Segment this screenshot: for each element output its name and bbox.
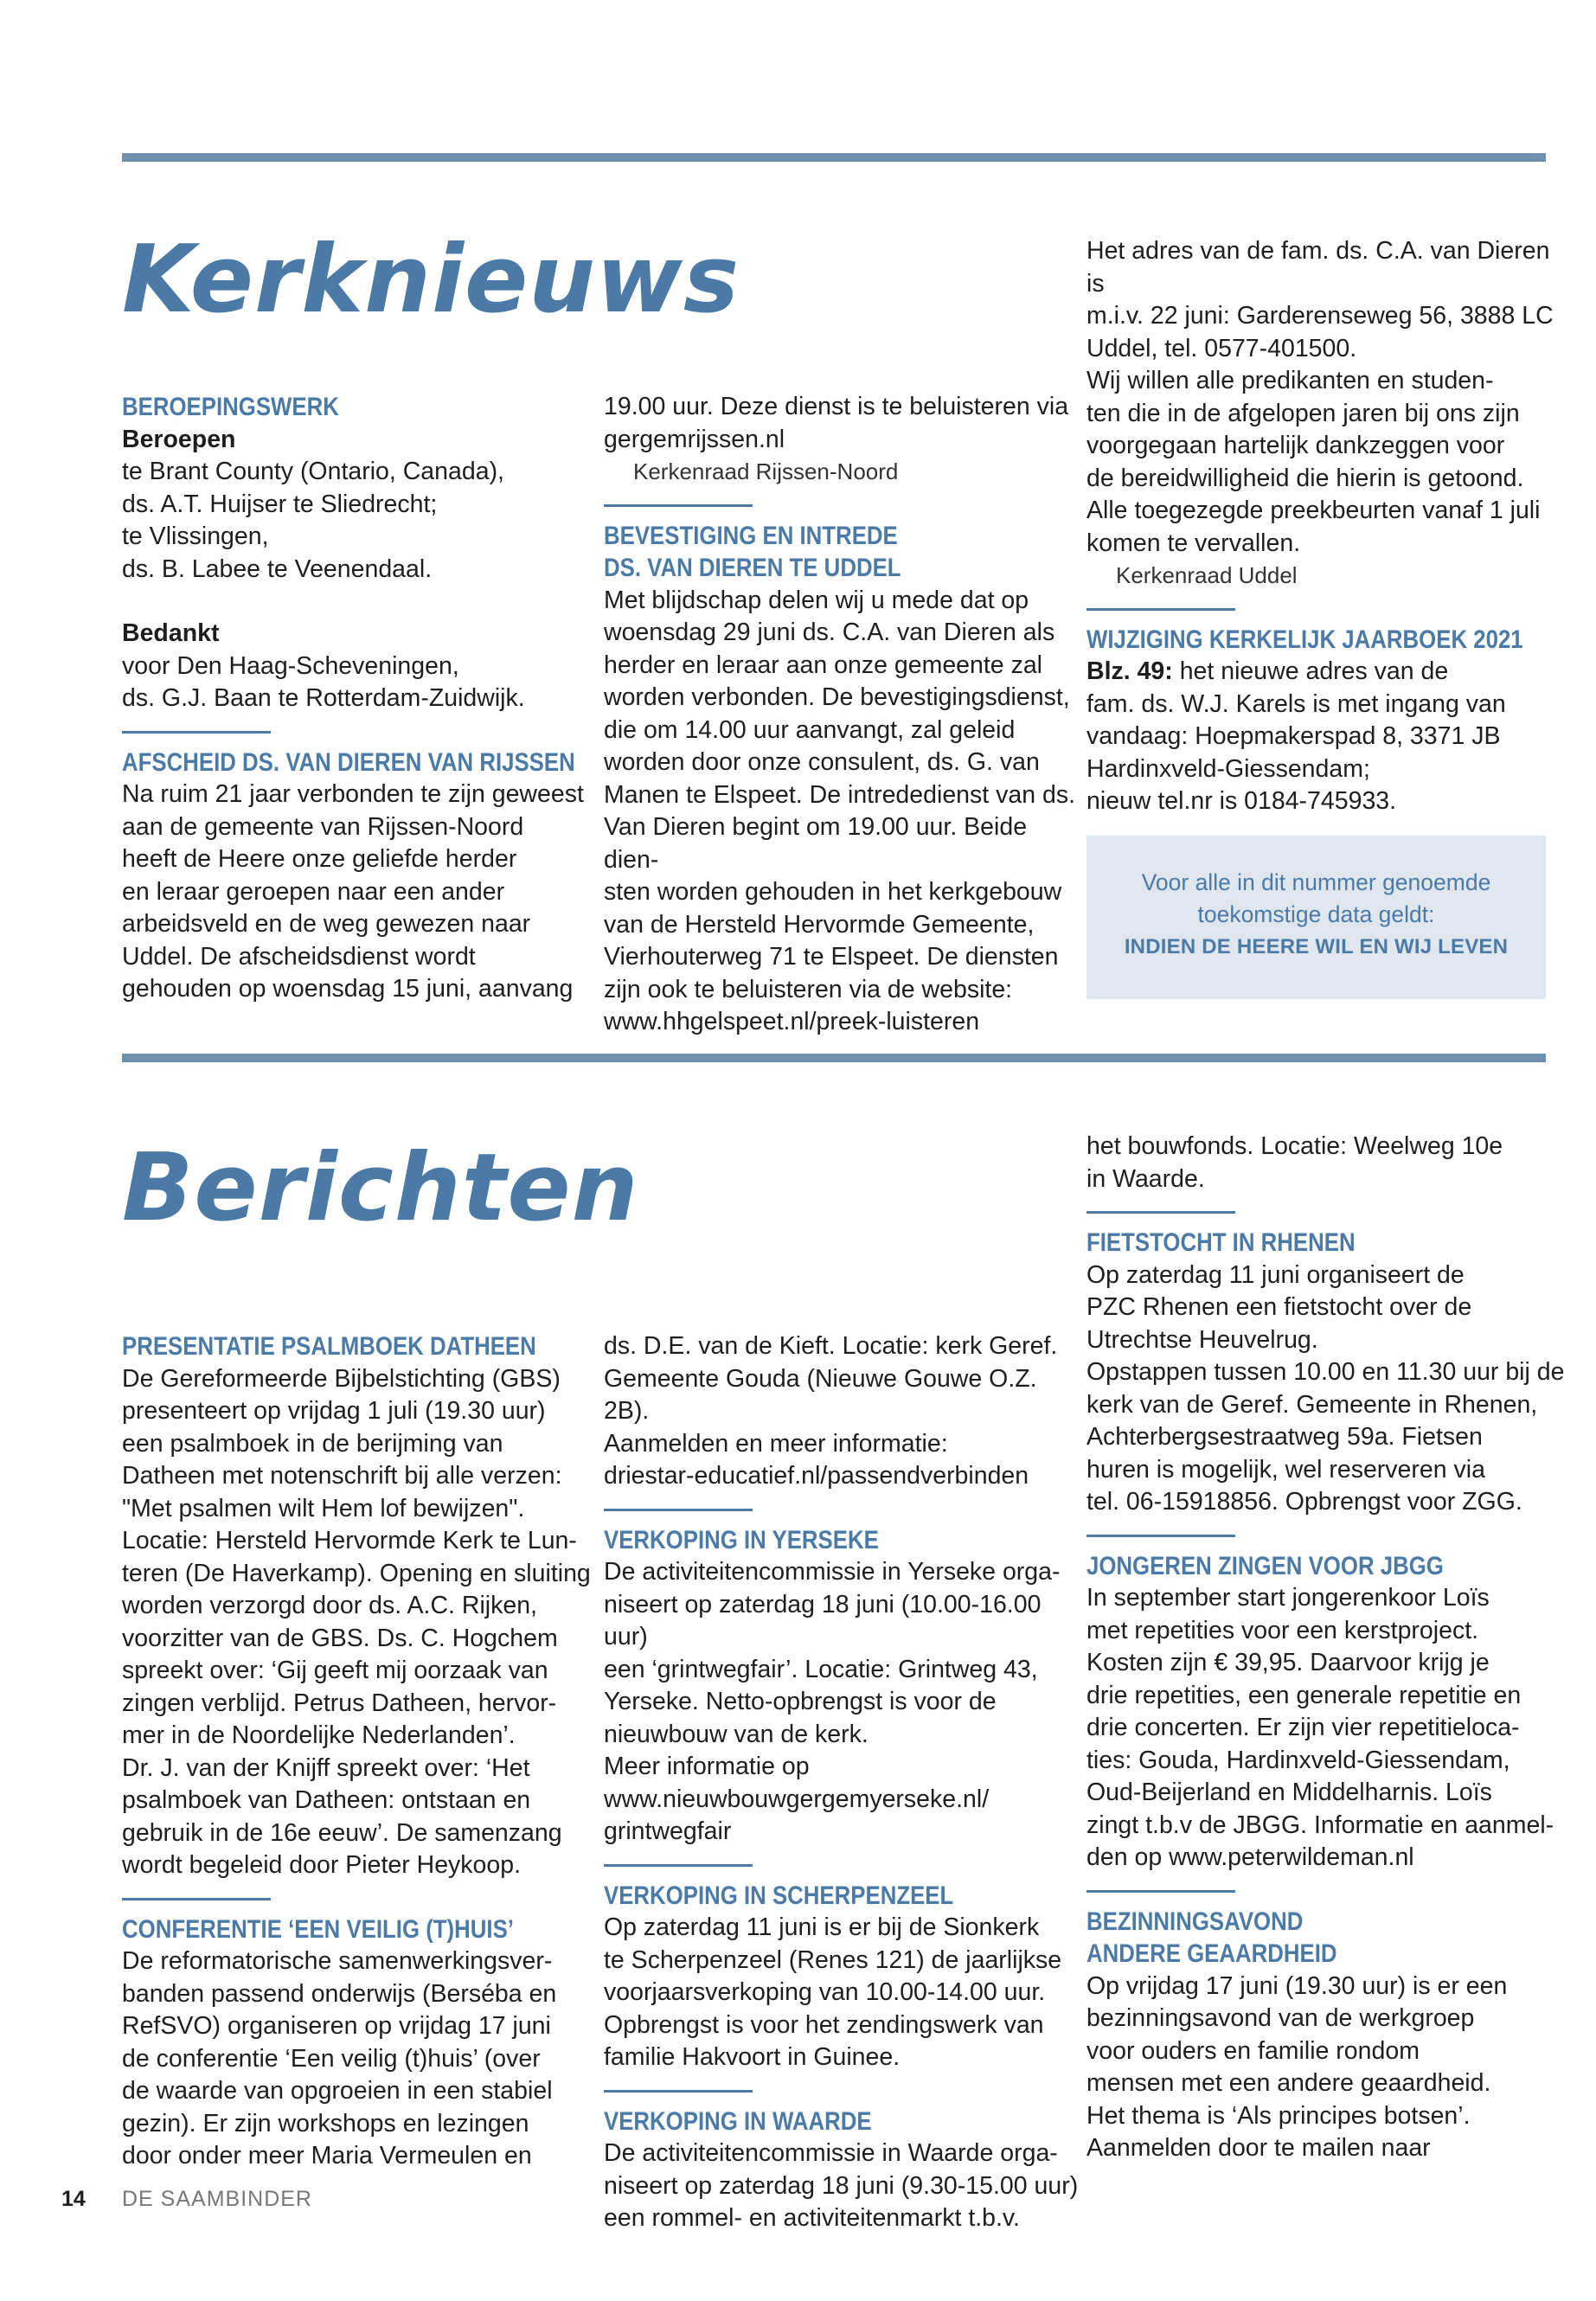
- afscheid-line: Uddel. De afscheidsdienst wordt: [122, 942, 476, 971]
- afscheid-line: aan de gemeente van Rijssen-Noord: [122, 812, 524, 841]
- psalmboek-line: een psalmboek in de berijming van: [122, 1429, 503, 1458]
- jongeren-line: drie repetities, een generale repetitie en: [1086, 1681, 1522, 1709]
- afscheid-line: heeft de Heere onze geliefde herder: [122, 845, 517, 873]
- bevestiging-line: Van Dieren begint om 19.00 uur. Beide dien-: [604, 813, 1028, 874]
- beroepen-line: te Brant County (Ontario, Canada),: [122, 458, 504, 485]
- kerknieuws-column-2: [604, 391, 1088, 1039]
- psalmboek-line: mer in de Noordelijke Nederlanden’.: [122, 1721, 516, 1749]
- conferentie-line: ds. D.E. van de Kieft. Locatie: kerk Geref.: [604, 1332, 1058, 1360]
- conferentie-heading: CONFERENTIE ‘EEN VEILIG (T)HUIS’: [122, 1914, 514, 1944]
- psalmboek-line: spreekt over: ‘Gij geeft mij oorzaak van: [122, 1657, 548, 1684]
- conferentie-line: banden passend onderwijs (Berséba en: [122, 1979, 557, 2008]
- conferentie-line: door onder meer Maria Vermeulen en: [122, 2142, 532, 2170]
- section-separator: [122, 1898, 271, 1900]
- waarde-line: in Waarde.: [1086, 1164, 1205, 1193]
- bevestiging-line: komen te vervallen.: [1086, 529, 1301, 557]
- section-separator: [604, 504, 753, 507]
- bevestiging-line: Het adres van de fam. ds. C.A. van Dieren is: [1086, 237, 1550, 298]
- bevestiging-line: die om 14.00 uur aanvangt, zal geleid: [604, 715, 1016, 744]
- kerknieuws-title: Kerknieuws: [122, 226, 740, 334]
- afscheid-line: arbeidsveld en de weg gewezen naar: [122, 910, 531, 938]
- fietstocht-line: PZC Rhenen een fietstocht over de: [1086, 1293, 1472, 1321]
- jongeren-line: drie concerten. Er zijn vier repetitieloca-: [1086, 1714, 1520, 1741]
- bevestiging-line: zijn ook te beluisteren via de website:: [604, 975, 1013, 1003]
- bevestiging-line: worden door onze consulent, ds. G. van: [604, 748, 1040, 776]
- waarde-line: niseert op zaterdag 18 juni (9.30-15.00 uur): [604, 2171, 1079, 2200]
- waarde-line: een rommel- en activiteitenmarkt t.b.v.: [604, 2204, 1020, 2232]
- jaarboek-line: [1086, 656, 1571, 689]
- jongeren-line: Kosten zijn € 39,95. Daarvoor krijg je: [1086, 1649, 1490, 1676]
- psalmboek-line: zingen verblijd. Petrus Datheen, hervor-: [122, 1689, 557, 1717]
- section-separator: [1086, 1535, 1235, 1537]
- kerknieuws-column-1: [122, 391, 606, 1006]
- berichten-column-1: [122, 1330, 606, 2173]
- scherpenzeel-line: te Scherpenzeel (Renes 121) de jaarlijkse: [604, 1945, 1062, 1974]
- jaarboek-line: fam. ds. W.J. Karels is met ingang van: [1086, 689, 1506, 718]
- jaarboek-line: Hardinxveld-Giessendam;: [1086, 754, 1370, 783]
- conferentie-line: gezin). Er zijn workshops en lezingen: [122, 2109, 529, 2138]
- waarde-line: het bouwfonds. Locatie: Weelweg 10e: [1086, 1132, 1503, 1160]
- section-separator: [604, 1864, 753, 1867]
- afscheid-line: 19.00 uur. Deze dienst is te beluisteren via: [604, 393, 1069, 420]
- bezinning-line: Aanmelden door te mailen naar: [1086, 2134, 1431, 2162]
- bedankt-line: ds. G.J. Baan te Rotterdam-Zuidwijk.: [122, 684, 525, 712]
- psalmboek-line: wordt begeleid door Pieter Heykoop.: [122, 1851, 522, 1879]
- afscheid-link[interactable]: gergemrijssen.nl: [604, 425, 785, 453]
- jongeren-line: zingt t.b.v de JBGG. Informatie en aanmel-: [1086, 1811, 1554, 1839]
- conferentie-line: RefSVO) organiseren op vrijdag 17 juni: [122, 2012, 551, 2040]
- bezinning-heading-1: BEZINNINGSAVOND: [1086, 1907, 1304, 1936]
- berichten-column-2: [604, 1330, 1088, 2235]
- jaarboek-line-rest: het nieuwe adres van de: [1172, 657, 1449, 685]
- yerseke-line: een ‘grintwegfair’. Locatie: Grintweg 43,: [604, 1655, 1038, 1683]
- jaarboek-line: vandaag: Hoepmakerspad 8, 3371 JB: [1086, 722, 1501, 750]
- fietstocht-line: kerk van de Geref. Gemeente in Rhenen,: [1086, 1390, 1538, 1419]
- bevestiging-line: van de Hersteld Hervormde Gemeente,: [604, 910, 1035, 939]
- yerseke-line: Yerseke. Netto-opbrengst is voor de: [604, 1688, 997, 1715]
- section-separator: [122, 731, 271, 734]
- scherpenzeel-line: familie Hakvoort in Guinee.: [604, 2043, 901, 2071]
- psalmboek-line: De Gereformeerde Bijbelstichting (GBS): [122, 1364, 561, 1393]
- bedankt-line: voor Den Haag-Scheveningen,: [122, 651, 459, 680]
- section-separator: [1086, 608, 1235, 611]
- bevestiging-heading-2: DS. VAN DIEREN TE UDDEL: [604, 554, 901, 582]
- conferentie-line: Aanmelden en meer informatie:: [604, 1429, 948, 1458]
- top-rule: [122, 153, 1546, 162]
- section-separator: [604, 2090, 753, 2093]
- fietstocht-line: huren is mogelijk, wel reserveren via: [1086, 1455, 1485, 1484]
- kerknieuws-column-3: [1086, 235, 1571, 818]
- bevestiging-line: herder en leraar aan onze gemeente zal: [604, 651, 1043, 679]
- section-separator: [604, 1509, 753, 1511]
- beroepen-line: ds. B. Labee te Veenendaal.: [122, 554, 433, 583]
- bevestiging-line: Vierhouterweg 71 te Elspeet. De diensten: [604, 943, 1059, 971]
- bevestiging-line: sten worden gehouden in het kerkgebouw: [604, 878, 1062, 906]
- bevestiging-line: woensdag 29 juni ds. C.A. van Dieren als: [604, 619, 1055, 646]
- jongeren-line: met repetities voor een kerstproject.: [1086, 1616, 1479, 1644]
- afscheid-line: gehouden op woensdag 15 juni, aanvang: [122, 975, 574, 1003]
- page-number: 14: [61, 2187, 86, 2211]
- fietstocht-heading: FIETSTOCHT IN RHENEN: [1086, 1228, 1356, 1257]
- bevestiging-line: de bereidwilligheid die hierin is getoond.: [1086, 464, 1524, 492]
- conferentie-line: de conferentie ‘Een veilig (t)huis’ (over: [122, 2044, 541, 2073]
- notice-line: Voor alle in dit nummer genoemde: [1141, 869, 1491, 895]
- bezinning-heading-2: ANDERE GEAARDHEID: [1086, 1939, 1337, 1968]
- bevestiging-line: m.i.v. 22 juni: Garderenseweg 56, 3888 LC: [1086, 302, 1554, 330]
- yerseke-line: De activiteitencommissie in Yerseke orga-: [604, 1558, 1061, 1586]
- conferentie-link[interactable]: driestar-educatief.nl/passendverbinden: [604, 1462, 1029, 1490]
- berichten-title: Berichten: [122, 1134, 639, 1242]
- psalmboek-heading: PRESENTATIE PSALMBOEK DATHEEN: [122, 1332, 536, 1361]
- middle-rule: [122, 1054, 1546, 1062]
- scherpenzeel-heading: VERKOPING IN SCHERPENZEEL: [604, 1881, 954, 1910]
- scherpenzeel-line: Op zaterdag 11 juni is er bij de Sionkerk: [604, 1913, 1040, 1941]
- bevestiging-signature: Kerkenraad Uddel: [1116, 562, 1298, 588]
- beroepen-line: te Vlissingen,: [122, 522, 269, 550]
- fietstocht-line: Utrechtse Heuvelrug.: [1086, 1325, 1318, 1354]
- bevestiging-line: Met blijdschap delen wij u mede dat op: [604, 586, 1029, 614]
- bevestiging-line: Alle toegezegde preekbeurten vanaf 1 juli: [1086, 497, 1541, 524]
- bezinning-line: bezinningsavond van de werkgroep: [1086, 2004, 1475, 2032]
- psalmboek-line: psalmboek van Datheen: ontstaan en: [122, 1786, 531, 1814]
- bevestiging-line: Manen te Elspeet. De intrededienst van ds.: [604, 780, 1075, 809]
- section-separator: [1086, 1890, 1235, 1893]
- afscheid-heading: AFSCHEID DS. VAN DIEREN VAN RIJSSEN: [122, 747, 575, 777]
- bevestiging-line: ten die in de afgelopen jaren bij ons zijn: [1086, 399, 1520, 427]
- jongeren-heading: JONGEREN ZINGEN VOOR JBGG: [1086, 1551, 1444, 1580]
- fietstocht-line: Opstappen tussen 10.00 en 11.30 uur bij de: [1086, 1358, 1565, 1386]
- fietstocht-line: tel. 06-15918856. Opbrengst voor ZGG.: [1086, 1488, 1522, 1516]
- jaarboek-heading: WIJZIGING KERKELIJK JAARBOEK 2021: [1086, 625, 1523, 654]
- afscheid-signature: Kerkenraad Rijssen-Noord: [633, 458, 899, 484]
- yerseke-link[interactable]: grintwegfair: [604, 1817, 732, 1845]
- bevestiging-line: Wij willen alle predikanten en studen-: [1086, 367, 1494, 394]
- bedankt-label: Bedankt: [122, 619, 220, 647]
- yerseke-line: nieuwbouw van de kerk.: [604, 1720, 869, 1748]
- psalmboek-line: gebruik in de 16e eeuw’. De samenzang: [122, 1818, 562, 1847]
- waarde-heading: VERKOPING IN WAARDE: [604, 2106, 872, 2136]
- beroepen-line: ds. A.T. Huijser te Sliedrecht;: [122, 490, 438, 518]
- jongeren-line: Oud-Beijerland en Middelharnis. Loïs: [1086, 1779, 1492, 1806]
- bezinning-line: voor ouders en familie rondom: [1086, 2036, 1420, 2065]
- beroepen-label: Beroepen: [122, 425, 236, 453]
- berichten-column-3: [1086, 1131, 1571, 2165]
- scherpenzeel-line: voorjaarsverkoping van 10.00-14.00 uur.: [604, 1978, 1046, 2006]
- psalmboek-line: presenteert op vrijdag 1 juli (19.30 uur): [122, 1397, 546, 1425]
- psalmboek-line: voorzitter van de GBS. Ds. C. Hogchem: [122, 1624, 558, 1652]
- notice-line: toekomstige data geldt:: [1197, 901, 1435, 927]
- jaarboek-blz: Blz. 49:: [1086, 657, 1173, 685]
- afscheid-line: Na ruim 21 jaar verbonden te zijn geweest: [122, 780, 584, 808]
- psalmboek-line: "Met psalmen wilt Hem lof bewijzen".: [122, 1494, 525, 1522]
- yerseke-link[interactable]: www.nieuwbouwgergemyerseke.nl/: [604, 1785, 990, 1813]
- jongeren-line: den op www.peterwildeman.nl: [1086, 1843, 1414, 1871]
- conferentie-line: De reformatorische samenwerkingsver-: [122, 1947, 553, 1975]
- jongeren-line: ties: Gouda, Hardinxveld-Giessendam,: [1086, 1746, 1510, 1774]
- bevestiging-heading-1: BEVESTIGING EN INTREDE: [604, 521, 898, 550]
- bezinning-line: Het thema is ‘Als principes botsen’.: [1086, 2101, 1471, 2130]
- yerseke-heading: VERKOPING IN YERSEKE: [604, 1525, 879, 1554]
- yerseke-line: Meer informatie op: [604, 1753, 810, 1780]
- afscheid-line: en leraar geroepen naar een ander: [122, 877, 505, 906]
- bevestiging-line: Uddel, tel. 0577-401500.: [1086, 334, 1357, 362]
- bevestiging-line: worden verbonden. De bevestigingsdienst,: [604, 683, 1070, 711]
- notice-box: [1086, 836, 1546, 999]
- fietstocht-line: Op zaterdag 11 juni organiseert de: [1086, 1260, 1465, 1289]
- section-separator: [1086, 1211, 1235, 1214]
- conferentie-line: Gemeente Gouda (Nieuwe Gouwe O.Z. 2B).: [604, 1364, 1037, 1425]
- psalmboek-line: Datheen met notenschrift bij alle verzen:: [122, 1462, 562, 1490]
- psalmboek-line: Locatie: Hersteld Hervormde Kerk te Lun-: [122, 1527, 577, 1554]
- page-footer: [61, 2187, 312, 2212]
- yerseke-line: niseert op zaterdag 18 juni (10.00-16.00 uur): [604, 1590, 1042, 1650]
- psalmboek-line: teren (De Haverkamp). Opening en sluiting: [122, 1559, 591, 1587]
- scherpenzeel-line: Opbrengst is voor het zendingswerk van: [604, 2010, 1044, 2039]
- notice-emphasis: INDIEN DE HEERE WIL EN WIJ LEVEN: [1124, 935, 1509, 958]
- bezinning-line: Op vrijdag 17 juni (19.30 uur) is er een: [1086, 1971, 1508, 2000]
- magazine-name: DE SAAMBINDER: [122, 2187, 312, 2211]
- psalmboek-line: Dr. J. van der Knijff spreekt over: ‘Het: [122, 1753, 530, 1782]
- fietstocht-line: Achterbergsestraatweg 59a. Fietsen: [1086, 1423, 1483, 1451]
- jongeren-line: In september start jongerenkoor Loïs: [1086, 1584, 1490, 1612]
- psalmboek-line: worden verzorgd door ds. A.C. Rijken,: [122, 1592, 537, 1619]
- conferentie-line: de waarde van opgroeien in een stabiel: [122, 2077, 553, 2105]
- bevestiging-line: voorgegaan hartelijk dankzeggen voor: [1086, 432, 1505, 459]
- bevestiging-link[interactable]: www.hhgelspeet.nl/preek-luisteren: [604, 1008, 980, 1035]
- bezinning-line: mensen met een andere geaardheid.: [1086, 2069, 1491, 2097]
- beroepingswerk-heading: BEROEPINGSWERK: [122, 393, 339, 421]
- jaarboek-line: nieuw tel.nr is 0184-745933.: [1086, 787, 1397, 815]
- waarde-line: De activiteitencommissie in Waarde orga-: [604, 2139, 1058, 2167]
